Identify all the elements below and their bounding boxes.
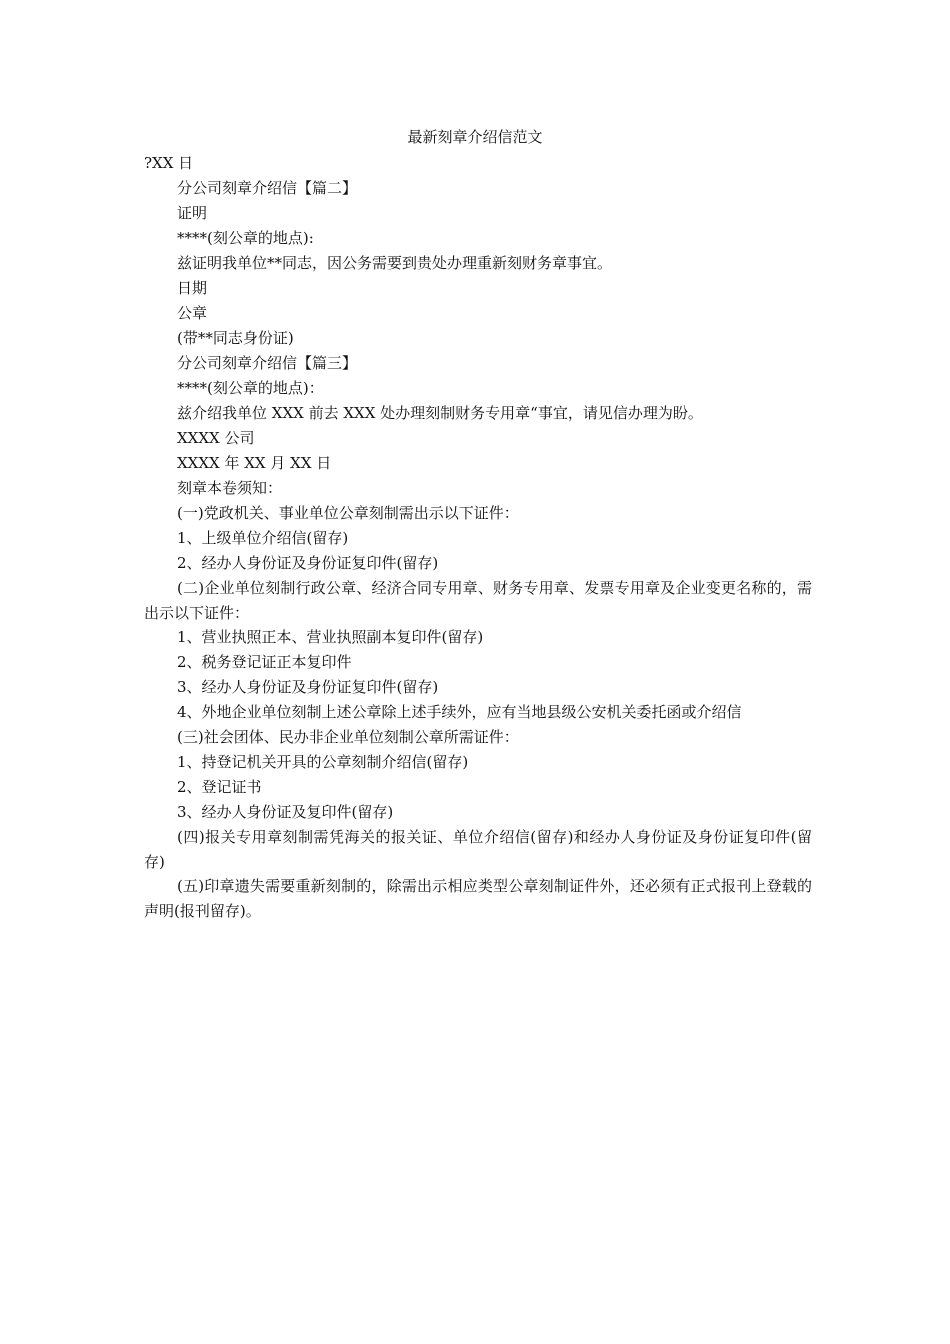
section-heading-part-three: 分公司刻章介绍信【篇三】 <box>177 354 358 372</box>
requirement-item: 1、持登记机关开具的公章刻制介绍信(留存) <box>177 753 469 771</box>
requirement-category: (二)企业单位刻制行政公章、经济合同专用章、财务专用章、发票专用章及企业变更名称的，需出示以下证件： <box>144 579 812 622</box>
requirement-item: 1、营业执照正本、营业执照副本复印件(留存) <box>177 628 484 646</box>
requirement-category: (五)印章遗失需要重新刻制的，除需出示相应类型公章刻制证件外，还必须有正式报刊上登载的声明(报刊留存)。 <box>144 877 812 920</box>
document-body <box>144 151 812 923</box>
notice-heading: 刻章本卷须知： <box>177 479 283 497</box>
date-label: 日期 <box>177 279 208 297</box>
requirement-item: 3、经办人身份证及复印件(留存) <box>177 803 394 821</box>
requirement-category: (四)报关专用章刻制需凭海关的报关证、单位介绍信(留存)和经办人身份证及身份证复印件(留存) <box>144 828 812 871</box>
requirement-item: 4、外地企业单位刻制上述公章除上述手续外，应有当地县级公安机关委托函或介绍信 <box>177 703 742 721</box>
seal-label: 公章 <box>177 304 208 322</box>
recipient-line: ****(刻公章的地点): <box>177 229 314 247</box>
section-heading-part-two: 分公司刻章介绍信【篇二】 <box>177 179 358 197</box>
requirement-category: (三)社会团体、民办非企业单位刻制公章所需证件： <box>177 728 519 746</box>
requirement-item: 2、经办人身份证及身份证复印件(留存) <box>177 554 439 572</box>
document-title: 最新刻章介绍信范文 <box>407 128 543 146</box>
requirement-item: 2、税务登记证正本复印件 <box>177 653 352 671</box>
company-signature: XXXX 公司 <box>177 429 255 447</box>
signature-date: XXXX 年 XX 月 XX 日 <box>177 454 332 472</box>
requirement-category: (一)党政机关、事业单位公章刻制需出示以下证件： <box>177 504 519 522</box>
certificate-body: 兹证明我单位**同志，因公务需要到贵处办理重新刻财务章事宜。 <box>177 254 613 272</box>
date-line: ?XX 日 <box>144 154 194 172</box>
introduction-body: 兹介绍我单位 XXX 前去 XXX 处办理刻制财务专用章“事宜，请见信办理为盼。 <box>177 404 703 422</box>
id-note: (带**同志身份证) <box>177 329 294 347</box>
certificate-heading: 证明 <box>177 204 208 222</box>
recipient-line: ****(刻公章的地点)： <box>177 379 324 397</box>
requirement-item: 3、经办人身份证及身份证复印件(留存) <box>177 678 439 696</box>
requirement-item: 1、上级单位介绍信(留存) <box>177 529 349 547</box>
requirement-item: 2、登记证书 <box>177 778 262 796</box>
